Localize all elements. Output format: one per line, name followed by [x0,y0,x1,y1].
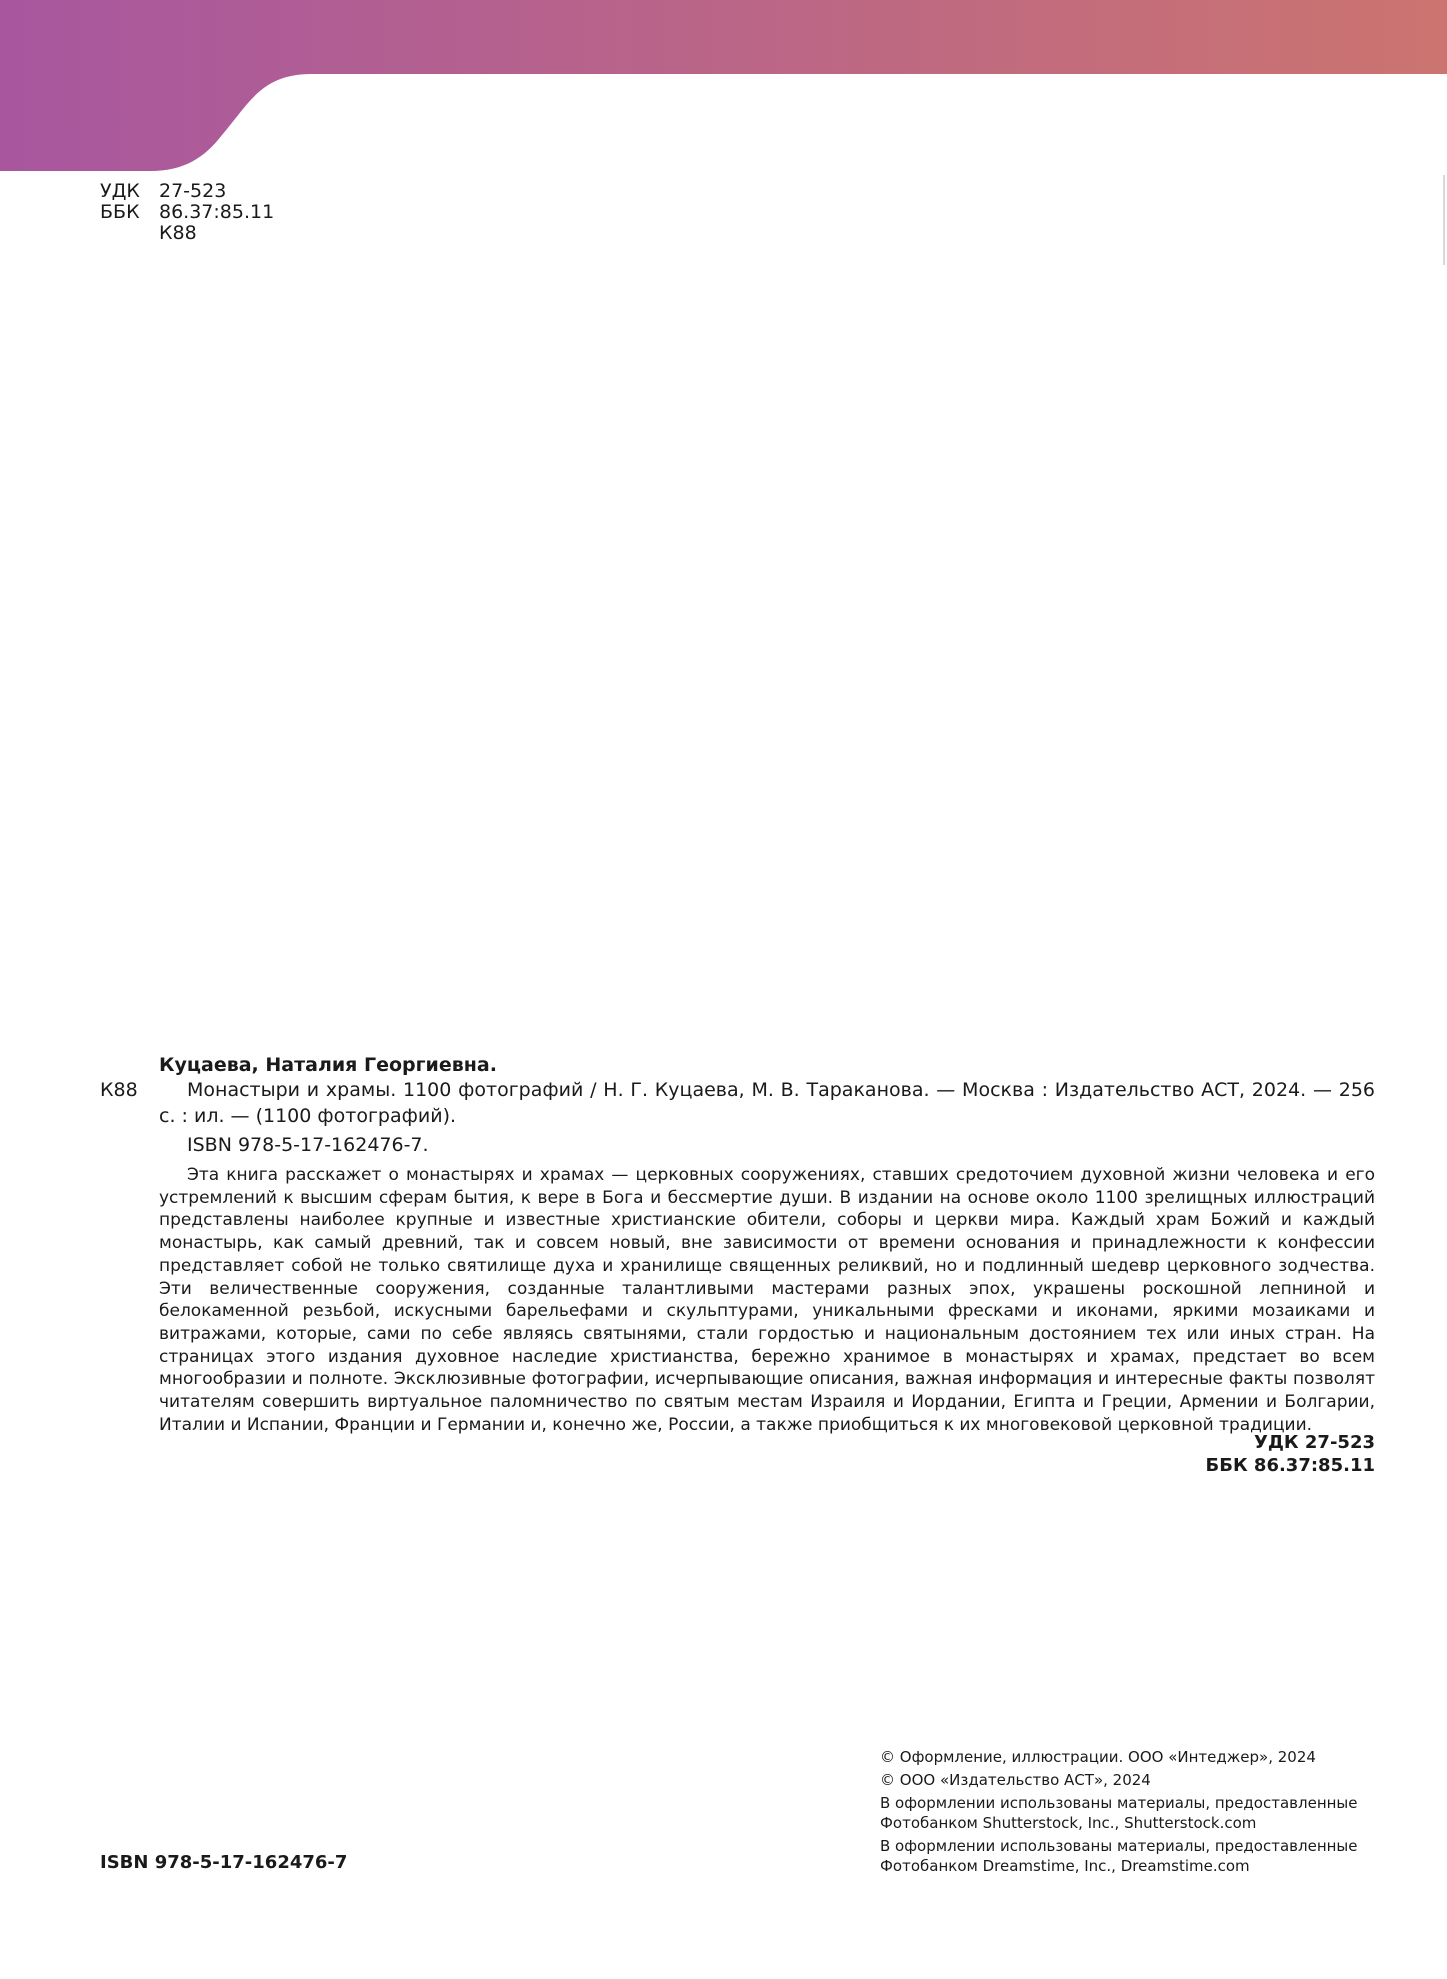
author-sign-label [100,223,159,244]
index-codes [100,181,274,244]
udk-label: УДК [100,180,140,202]
bib-author-code: К88 [100,1079,138,1101]
udk-row [100,181,274,202]
author-sign-row [100,223,274,244]
bottom-bbk: ББК 86.37:85.11 [1205,1455,1375,1476]
copyright-notices [880,1747,1380,1879]
bbk-value: 86.37:85.11 [159,201,275,223]
credit-dreamstime: В оформлении использованы материалы, предоставленные Фотобанком Dreamstime, Inc., Dreamstime.com [880,1837,1358,1875]
bib-title-line: Монастыри и храмы. 1100 фотографий / Н. Г. Куцаева, М. В. Тараканова. — Москва : Издательство АСТ, 2024. — 256 с. : ил. — (1100 фотографий). [159,1079,1375,1127]
credit-shutterstock: В оформлении использованы материалы, предоставленные Фотобанком Shutterstock, Inc., Shutterstock.com [880,1794,1358,1832]
bottom-isbn: ISBN 978-5-17-162476-7 [100,1852,348,1873]
bottom-classification-codes [1206,1431,1376,1477]
bib-isbn: ISBN 978-5-17-162476-7. [187,1134,429,1156]
bbk-row [100,202,274,223]
bib-annotation: Эта книга расскажет о монастырях и храмах — церковных сооружениях, ставших средоточием духовной жизни человека и его устремлений к высшим сферам бытия, к вере в Бога и бессмертие души. В издании на основе около 1100 зрелищных иллюстраций представлены наиболее крупные и известные христианские обители, соборы и церкви мира. Каждый храм Божий и каждый монастырь, как самый древний, так и совсем новый, вне зависимости от времени основания и принадлежности к конфессии представляет собой не только святилище духа и хранилище священных реликвий, но и подлинный шедевр церковного зодчества. Эти величественные сооружения, созданные талантливыми мастерами разных эпох, украшены роскошной лепниной и белокаменной резьбой, искусными барельефами и скульптурами, уникальными фресками и иконами, яркими мозаиками и витражами, которые, сами по себе являясь святынями, стали гордостью и национальным достоянием тех или иных стран. На страницах этого издания духовное наследие христианства, бережно хранимое в монастырях и храмах, предстает во всем многообразии и полноте. Эксклюзивные фотографии, исчерпывающие описания, важная информация и интересные факты позволят читателям совершить виртуальное паломничество по святым местам Израиля и Иордании, Египта и Греции, Армении и Болгарии, Италии и Испании, Франции и Германии и, конечно же, России, а также приобщиться к их многовековой церковной традиции. [159,1165,1375,1435]
author-sign-value: К88 [159,222,197,244]
copyright-publisher: © ООО «Издательство АСТ», 2024 [880,1771,1151,1789]
copyright-design: © Оформление, иллюстрации. ООО «Интеджер», 2024 [880,1748,1316,1766]
page-edge-line [1443,175,1445,265]
udk-value: 27-523 [159,180,227,202]
bottom-udk: УДК 27-523 [1254,1432,1375,1453]
bib-author: Куцаева, Наталия Георгиевна. [159,1054,497,1076]
bbk-label: ББК [100,201,140,223]
header-decorative-band [0,0,1447,175]
